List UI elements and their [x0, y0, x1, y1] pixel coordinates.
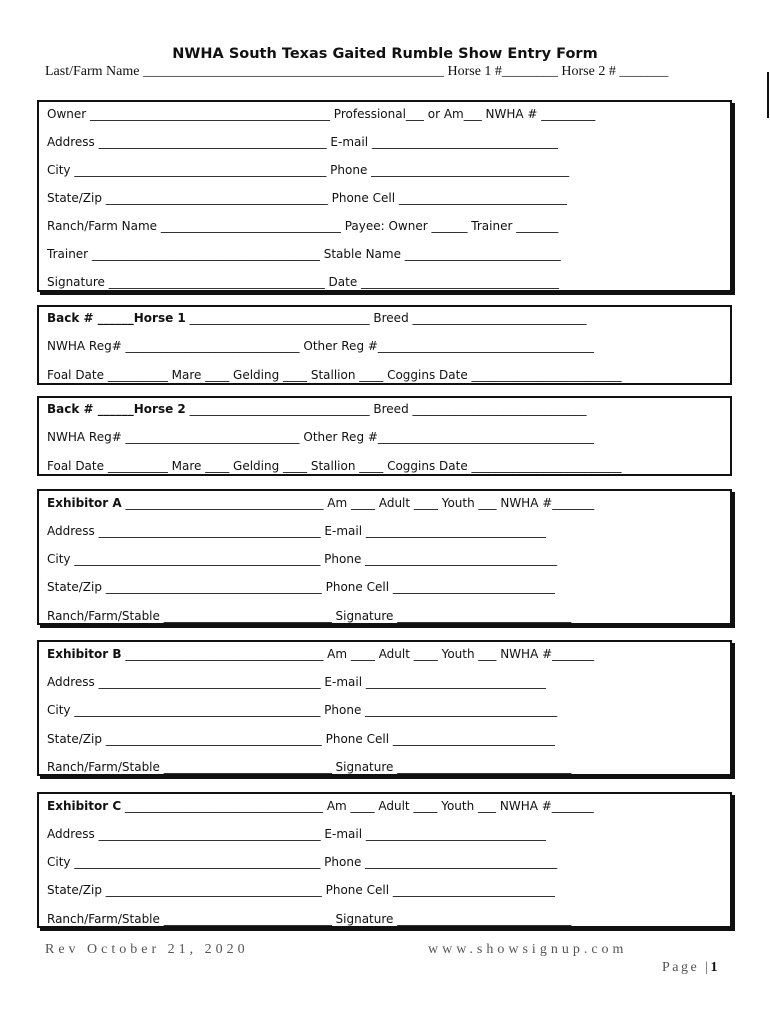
exhibitor-b-row[interactable]	[47, 647, 724, 661]
horse1-breed-fields: ______________________________ Breed _____________________________	[185, 311, 587, 325]
ranch-farm-row[interactable]: Ranch/Farm Name ______________________________ Payee: Owner ______ Trainer _______	[47, 219, 559, 233]
horse2-lead-label: Back # ______Horse 2	[47, 402, 186, 416]
exhibitor-a-row[interactable]	[47, 496, 724, 510]
exhibitor-c-state-row[interactable]: State/Zip ____________________________________ Phone Cell ___________________________	[47, 883, 555, 897]
margin-mark	[767, 72, 769, 118]
owner-row[interactable]: Owner ________________________________________ Professional___ or Am___ NWHA # _________	[47, 107, 596, 121]
revision-date: Rev October 21, 2020	[45, 942, 249, 957]
exhibitor-c-label: Exhibitor C	[47, 799, 122, 813]
exhibitor-c-fields: _________________________________ Am ____ Adult ____ Youth ___ NWHA #_______	[121, 799, 594, 813]
exhibitor-a-fields: _________________________________ Am ____ Adult ____ Youth ___ NWHA #_______	[121, 496, 595, 510]
exhibitor-a-state-row[interactable]: State/Zip ____________________________________ Phone Cell ___________________________	[47, 580, 555, 594]
exhibitor-a-address-row[interactable]: Address _____________________________________ E-mail ______________________________	[47, 524, 546, 538]
exhibitor-a-section	[37, 489, 732, 625]
horse1-section	[37, 305, 732, 385]
exhibitor-b-ranch-row[interactable]: Ranch/Farm/Stable ____________________________ Signature _____________________________	[47, 760, 572, 774]
exhibitor-b-state-row[interactable]: State/Zip ____________________________________ Phone Cell ___________________________	[47, 732, 555, 746]
exhibitor-b-fields: _________________________________ Am ____ Adult ____ Youth ___ NWHA #_______	[121, 647, 595, 661]
exhibitor-c-city-row[interactable]: City _________________________________________ Phone ________________________________	[47, 855, 558, 869]
exhibitor-c-row[interactable]	[47, 799, 724, 813]
exhibitor-c-address-row[interactable]: Address _____________________________________ E-mail ______________________________	[47, 827, 546, 841]
address-row[interactable]: Address ______________________________________ E-mail _______________________________	[47, 135, 558, 149]
page-indicator	[662, 960, 718, 976]
last-farm-name-line: Last/Farm Name ___________________________________________ Horse 1 #________ Horse 2 # _______	[45, 64, 669, 79]
city-row[interactable]: City __________________________________________ Phone _________________________________	[47, 163, 570, 177]
horse2-foal-row[interactable]: Foal Date __________ Mare ____ Gelding ____ Stallion ____ Coggins Date _________________________	[47, 459, 622, 473]
horse2-breed-fields: ______________________________ Breed _____________________________	[185, 402, 587, 416]
exhibitor-b-city-row[interactable]: City _________________________________________ Phone ________________________________	[47, 703, 558, 717]
exhibitor-c-section	[37, 792, 732, 928]
horse2-back-row[interactable]	[47, 402, 724, 416]
exhibitor-c-ranch-row[interactable]: Ranch/Farm/Stable ____________________________ Signature _____________________________	[47, 912, 572, 926]
exhibitor-b-address-row[interactable]: Address _____________________________________ E-mail ______________________________	[47, 675, 546, 689]
signature-row[interactable]: Signature ____________________________________ Date _________________________________	[47, 275, 560, 289]
website-url: www.showsignup.com	[428, 942, 628, 957]
horse1-lead-label: Back # ______Horse 1	[47, 311, 186, 325]
trainer-row[interactable]: Trainer ______________________________________ Stable Name __________________________	[47, 247, 561, 261]
page-number: 1	[710, 960, 718, 975]
state-zip-row[interactable]: State/Zip _____________________________________ Phone Cell ____________________________	[47, 191, 567, 205]
horse1-reg-row[interactable]: NWHA Reg# _____________________________ Other Reg #____________________________________	[47, 339, 594, 353]
horse2-reg-row[interactable]: NWHA Reg# _____________________________ Other Reg #____________________________________	[47, 430, 594, 444]
horse1-back-row[interactable]	[47, 311, 724, 325]
horse2-section	[37, 396, 732, 476]
exhibitor-a-ranch-row[interactable]: Ranch/Farm/Stable ____________________________ Signature _____________________________	[47, 609, 572, 623]
form-title: NWHA South Texas Gaited Rumble Show Entry Form	[172, 46, 598, 62]
exhibitor-b-label: Exhibitor B	[47, 647, 122, 661]
owner-section	[37, 100, 732, 292]
exhibitor-b-section	[37, 640, 732, 776]
exhibitor-a-city-row[interactable]: City _________________________________________ Phone ________________________________	[47, 552, 558, 566]
exhibitor-a-label: Exhibitor A	[47, 496, 122, 510]
page-label: Page |	[662, 960, 711, 975]
horse1-foal-row[interactable]: Foal Date __________ Mare ____ Gelding ____ Stallion ____ Coggins Date _________________________	[47, 368, 622, 382]
